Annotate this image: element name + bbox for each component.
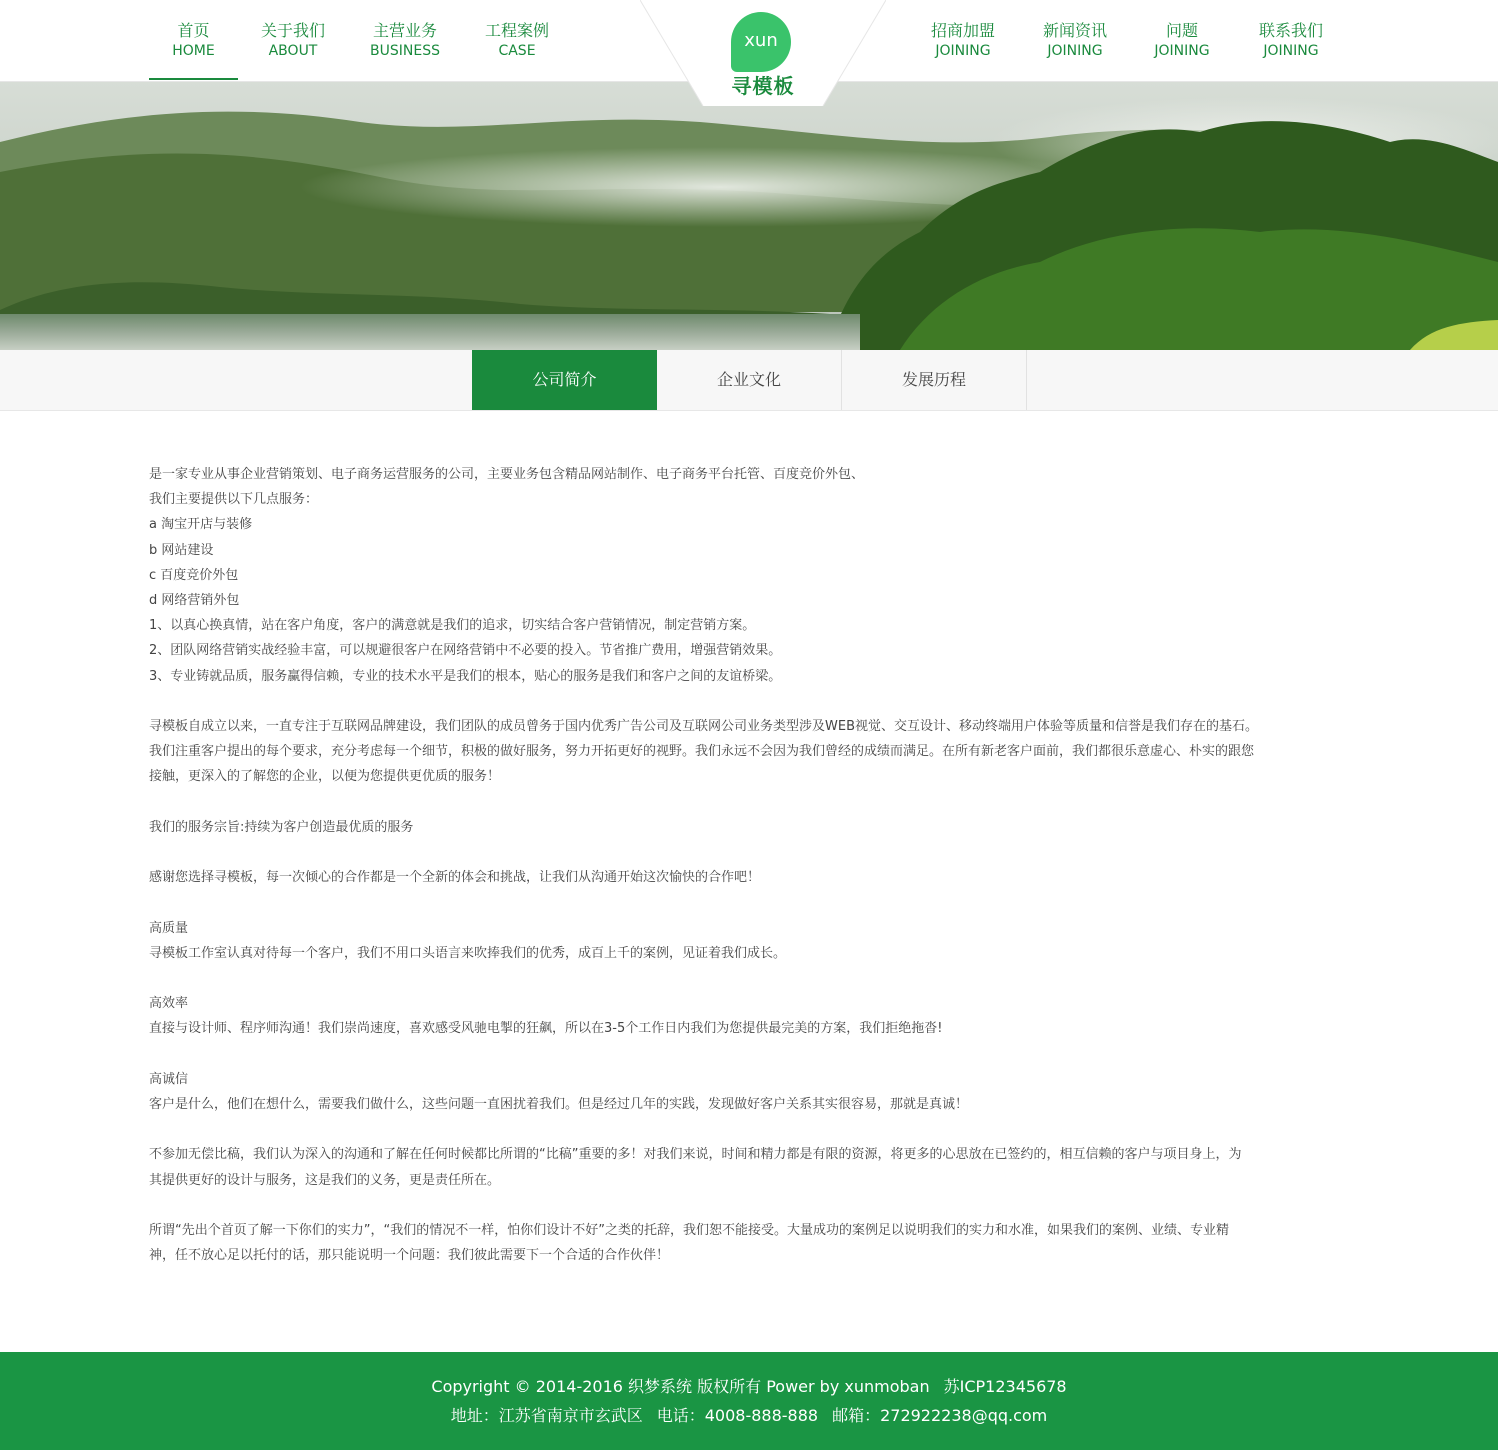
hero-banner [0,82,1498,350]
nav-item-business[interactable] [360,20,450,61]
nav-label-en: JOINING [1047,43,1103,59]
nav-item-case[interactable] [472,20,562,61]
paragraph: 客户是什么，他们在想什么，需要我们做什么，这些问题一直困扰着我们。但是经过几年的实践，发现做好客户关系其实很容易，那就是真诚！ [149,1096,969,1112]
forest-lake-image [0,82,1498,350]
nav-active-indicator [149,78,238,80]
paragraph: 我们注重客户提出的每个要求，充分考虑每一个细节，积极的做好服务，努力开拓更好的视野。我们永远不会因为我们曾经的成绩而满足。在所有新老客户面前，我们都很乐意虚心、朴实的跟您 [149,744,1255,760]
paragraph: 是一家专业从事企业营销策划、电子商务运营服务的公司，主要业务包含精品网站制作、电子商务平台托管、百度竞价外包、 [149,467,865,482]
footer-address: 地址：江苏省南京市玄武区 [450,1406,643,1425]
nav-label-en: JOINING [1263,43,1319,59]
nav-label-cn: 联系我们 [1258,21,1323,40]
paragraph: 其提供更好的设计与服务，这是我们的义务，更是责任所在。 [149,1172,501,1188]
paragraph: 感谢您选择寻模板，每一次倾心的合作都是一个全新的体会和挑战，让我们从沟通开始这次愉快的合作吧！ [149,870,761,886]
nav-item-faq[interactable] [1142,20,1222,61]
nav-label-en: HOME [172,43,215,59]
section-tabs [0,350,1498,411]
footer-phone: 电话：4008-888-888 [656,1406,819,1425]
paragraph: 所谓“先出个首页了解一下你们的实力”，“我们的情况不一样，怕你们设计不好”之类的托辞，我们恕不能接受。大量成功的案例足以说明我们的实力和水准，如果我们的案例、业绩、专业精 [149,1222,1229,1238]
tab-history[interactable]: 发展历程 [842,350,1027,410]
paragraph-spacer [149,966,1349,991]
nav-label-cn: 主营业务 [372,21,437,40]
paragraph: 寻模板自成立以来，一直专注于互联网品牌建设，我们团队的成员曾务于国内优秀广告公司及互联网公司业务类型涉及WEB视觉、交互设计、移动终端用户体验等质量和信誉是我们存在的基石。 [149,719,1258,735]
nav-label-en: CASE [498,43,536,59]
paragraph: 2、团队网络营销实战经验丰富，可以规避很客户在网络营销中不必要的投入。节省推广费用，增强营销效果。 [149,643,782,659]
paragraph-spacer [149,1042,1349,1067]
nav-label-cn: 工程案例 [484,21,549,40]
paragraph: 高质量 [149,920,189,936]
tab-corporate-culture[interactable]: 企业文化 [657,350,842,410]
nav-label-cn: 问题 [1165,21,1198,40]
paragraph: d 网络营销外包 [149,593,240,609]
paragraph-spacer [149,890,1349,915]
nav-item-joining[interactable] [918,20,1008,61]
paragraph: a 淘宝开店与装修 [149,517,253,533]
paragraph: c 百度竞价外包 [149,567,239,583]
paragraph-spacer [149,790,1349,815]
paragraph: 高诚信 [149,1071,189,1087]
paragraph: 直接与设计师、程序师沟通！我们崇尚速度，喜欢感受风驰电掣的狂飙，所以在3-5个工作日内我们为您提供最完美的方案，我们拒绝拖沓! [149,1021,943,1037]
footer-email: 邮箱：272922238@qq.com [832,1406,1048,1425]
paragraph-spacer [149,1117,1349,1142]
logo-name: 寻模板 [731,74,795,98]
nav-item-about[interactable] [250,20,336,61]
paragraph: 神，任不放心足以托付的话，那只能说明一个问题：我们彼此需要下一个合适的合作伙伴！ [149,1248,670,1264]
paragraph: 不参加无偿比稿，我们认为深入的沟通和了解在任何时候都比所谓的“比稿”重要的多！对我们来说，时间和精力都是有限的资源，将更多的心思放在已签约的，相互信赖的客户与项目身上，为 [149,1147,1242,1163]
site-logo[interactable] [640,0,886,106]
paragraph: 3、专业铸就品质，服务赢得信赖，专业的技术水平是我们的根本，贴心的服务是我们和客户之间的友谊桥梁。 [149,668,782,684]
paragraph: 高效率 [149,996,189,1012]
nav-label-en: ABOUT [268,43,318,59]
paragraph-spacer [149,1193,1349,1218]
nav-label-cn: 新闻资讯 [1042,21,1107,40]
paragraph: 接触，更深入的了解您的企业，以便为您提供更优质的服务！ [149,769,501,785]
site-footer [0,1352,1498,1450]
tab-company-profile[interactable]: 公司简介 [472,350,657,410]
nav-item-contact[interactable] [1246,20,1336,61]
nav-item-home[interactable] [149,20,238,61]
nav-label-cn: 关于我们 [260,21,325,40]
paragraph: 我们的服务宗旨:持续为客户创造最优质的服务 [149,819,414,835]
paragraph: b 网站建设 [149,542,214,558]
paragraph: 1、以真心换真情，站在客户角度，客户的满意就是我们的追求，切实结合客户营销情况，制定营销方案。 [149,618,756,634]
paragraph-spacer [149,840,1349,865]
footer-contact-line [0,1405,1498,1427]
nav-label-en: JOINING [935,43,991,59]
article-body [149,462,1349,1268]
paragraph-spacer [149,689,1349,714]
nav-label-cn: 首页 [177,21,210,40]
footer-icp[interactable]: 苏ICP12345678 [943,1377,1067,1396]
paragraph: 寻模板工作室认真对待每一个客户，我们不用口头语言来吹捧我们的优秀，成百上千的案例，见证着我们成长。 [149,945,787,961]
footer-copyright-line [0,1376,1498,1398]
nav-label-en: BUSINESS [370,43,440,59]
nav-label-en: JOINING [1154,43,1210,59]
paragraph: 我们主要提供以下几点服务： [149,492,319,508]
nav-label-cn: 招商加盟 [930,21,995,40]
footer-copyright: Copyright © 2014-2016 织梦系统 版权所有 Power by xunmoban [431,1377,930,1396]
nav-item-news[interactable] [1030,20,1120,61]
logo-bubble-icon: xun [731,12,791,72]
